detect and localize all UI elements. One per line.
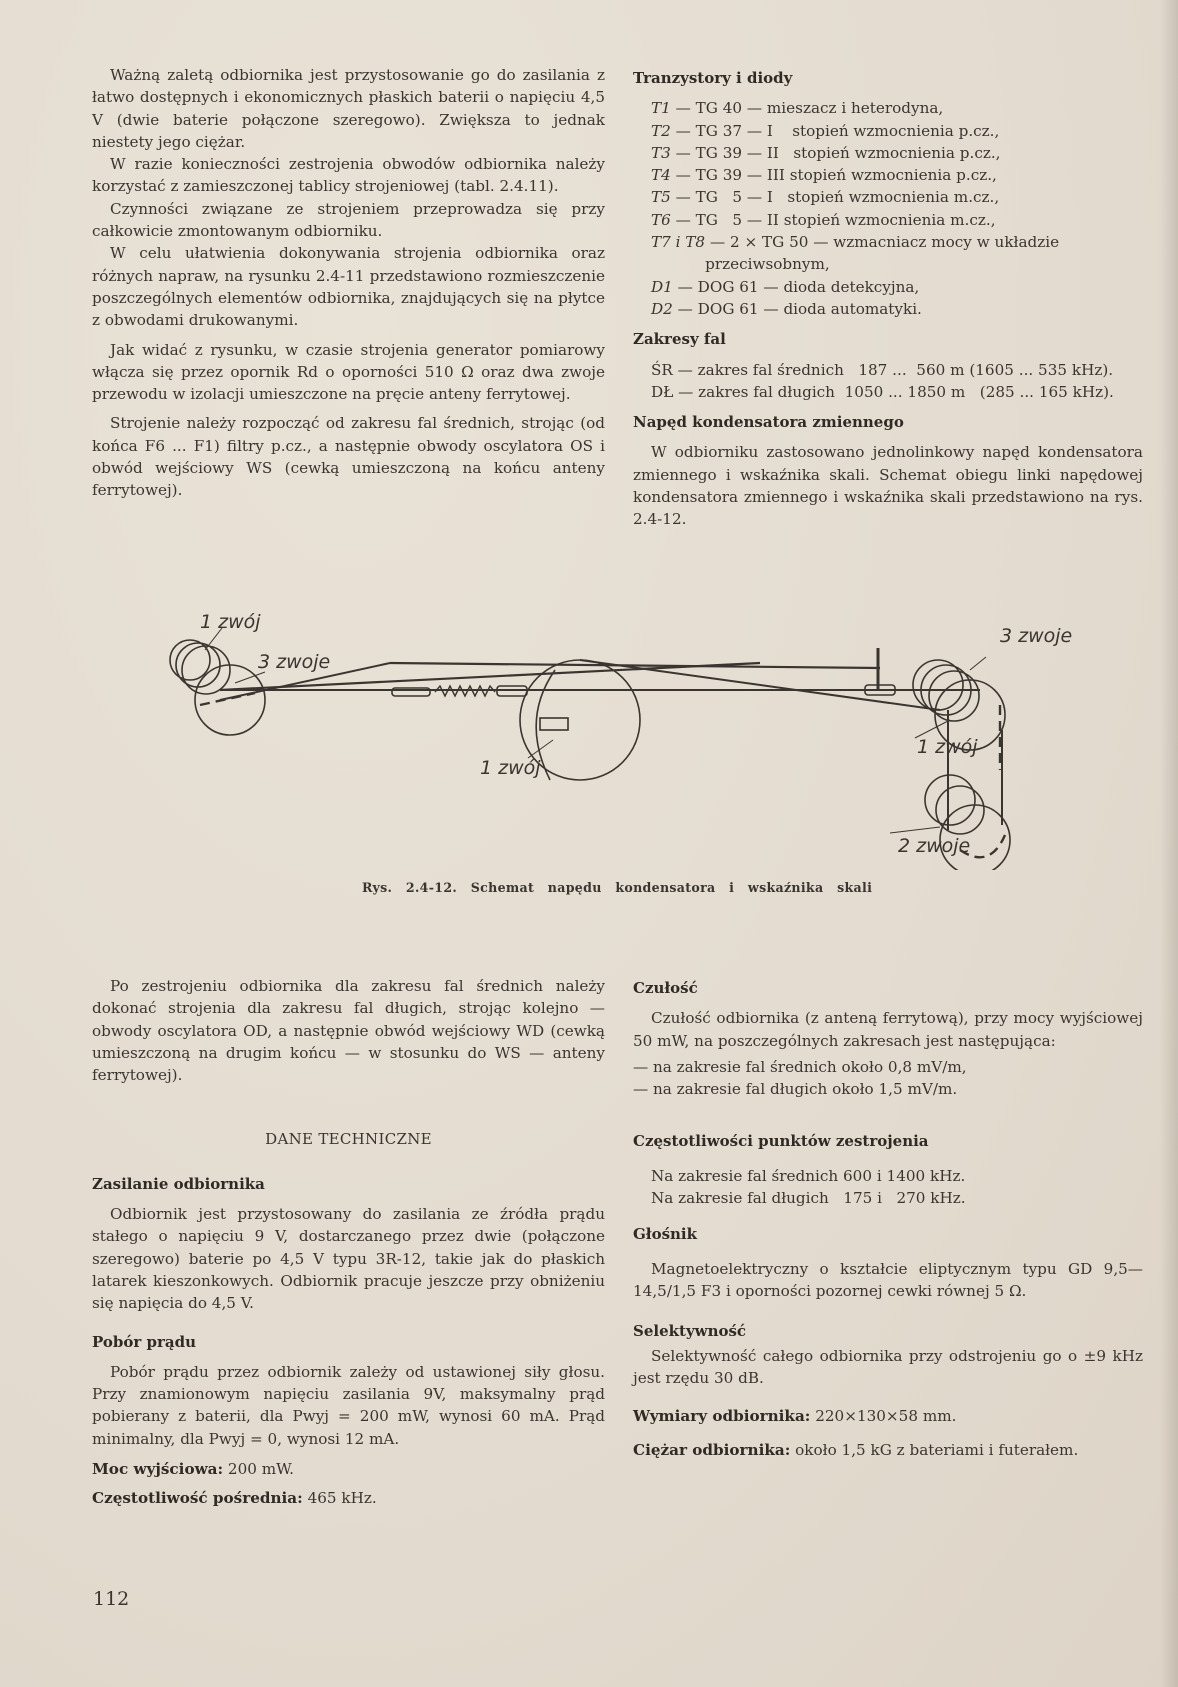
label-right-1-turn: 1 zwój [917,736,978,758]
power-supply-heading: Zasilanie odbiornika [92,1174,265,1193]
component-desc: — TG 39 — III stopień wzmocnienia p.cz., [670,166,997,185]
component-ref: T7 i T8 [651,233,706,252]
component-desc: — DOG 61 — dioda automatyki. [672,299,922,318]
transistor-item [633,186,1143,208]
figure-caption: Rys. 2.4-12. Schemat napędu kondensatora i wskaźnika skali [362,880,873,895]
component-ref: T3 [651,143,671,162]
component-ref: T6 [651,210,671,229]
transistor-list [633,97,1143,320]
dimensions-value: 220×130×58 mm. [815,1407,957,1426]
range-item-sr: ŚR — zakres fal średnich 187 ... 560 m (1605 ... 535 kHz). [651,360,1114,379]
transistor-item [633,142,1143,164]
left-bottom-column [92,975,605,1510]
speaker-heading: Głośnik [633,1225,698,1244]
dimensions-line [633,1405,1143,1427]
range-item-dl: DŁ — zakres fal długich 1050 ... 1850 m (285 ... 165 kHz). [651,382,1114,401]
component-ref: T1 [651,99,671,118]
paragraph: W celu ułatwienia dokonywania strojenia odbiornika oraz różnych napraw, na rysunku 2.4-11 przedstawiono rozmieszczenie poszczególnych elementów odbiornika, znajdujących się na płytce z obwodami drukowanymi. [92,244,605,330]
alignment-heading: Częstotliwości punktów zestrojenia [633,1132,929,1151]
if-frequency-label: Częstotliwość pośrednia: [92,1489,303,1508]
component-desc: — 2 × TG 50 — wzmacniacz mocy w układzie przeciwsobnym, [705,233,1064,274]
current-paragraph: Pobór prądu przez odbiornik zależy od ustawionej siły głosu. Przy znamionowym napięciu zasilania 9V, maksymalny prąd pobierany z baterii, dla Pwyj = 200 mW, wynosi 60 mA. Prąd minimalny, dla Pwyj = 0, wynosi 12 mA. [92,1362,605,1448]
right-top-column [633,67,1143,531]
power-supply-paragraph: Odbiornik jest przystosowany do zasilania ze źródła prądu stałego o napięciu 9 V, dostarczanego przez dwie (połączone szeregowo) baterie po 4,5 V typu 3R-12, takie jak do płaskich latarek kieszonkowych. Odbiornik pracuje jeszcze przy obniżeniu się napięcia do 4,5 V. [92,1205,605,1313]
drive-schematic-figure [160,610,1110,870]
paragraph: Po zestrojeniu odbiornika dla zakresu fal średnich należy dokonać strojenia dla zakresu fal długich, strojąc kolejno — obwody oscylatora OD, a następnie obwód wejściowy WD (cewką umieszczoną na drugim końcu — w stosunku do WS — anteny ferrytowej). [92,977,605,1085]
paragraph: Strojenie należy rozpocząć od zakresu fal średnich, strojąc (od końca F6 ... F1) filtry p.cz., a następnie obwody oscylatora OS i obwód wejściowy WS (cewką umieszczoną na końcu anteny ferrytowej). [92,414,605,500]
if-frequency-line [92,1487,605,1509]
ranges-heading: Zakresy fal [633,330,726,349]
label-right-2-turns: 2 zwoje [898,835,971,857]
component-desc: — TG 39 — II stopień wzmocnienia p.cz., [670,143,1001,162]
sensitivity-heading: Czułość [633,979,698,997]
label-right-3-turns: 3 zwoje [1000,625,1073,647]
transistor-item [633,164,1143,186]
component-desc: — DOG 61 — dioda detekcyjna, [672,277,920,296]
right-bottom-column [633,977,1143,1462]
paragraph: Ważną zaletą odbiornika jest przystosowanie go do zasilania z łatwo dostępnych i ekonomicznych płaskich baterii o napięciu 4,5 V (dwie baterie połączone szeregowo). Zwiększa to jednak niestety jego ciężar. [92,66,605,151]
page-number: 112 [93,1588,130,1610]
alignment-item: Na zakresie fal długich 175 i 270 kHz. [651,1189,966,1208]
component-desc: — TG 40 — mieszacz i heterodyna, [670,99,944,118]
selectivity-heading: Selektywność [633,1322,747,1341]
section-title: DANE TECHNICZNE [265,1130,432,1149]
if-frequency-value: 465 kHz. [307,1489,377,1508]
label-left-3-turns: 3 zwoje [258,651,331,673]
component-ref: D1 [651,277,673,296]
paragraph: Jak widać z rysunku, w czasie strojenia generator pomiarowy włącza się przez opornik Rd o oporności 510 Ω oraz dwa zwoje przewodu w izolacji umieszczone na pręcie anteny ferrytowej. [92,340,605,404]
dimensions-label: Wymiary odbiornika: [633,1407,811,1426]
transistor-item [633,97,1143,119]
alignment-item: Na zakresie fal średnich 600 i 1400 kHz. [651,1166,966,1185]
sensitivity-item: — na zakresie fal średnich około 0,8 mV/m, [633,1057,967,1076]
cord-drive-diagram [160,610,1110,870]
paragraph: W razie konieczności zestrojenia obwodów odbiornika należy korzystać z zamieszczonej tablicy strojeniowej (tabl. 2.4.11). [92,155,605,196]
component-ref: T4 [651,166,671,185]
weight-label: Ciężar odbiornika: [633,1441,791,1460]
sensitivity-paragraph: Czułość odbiornika (z anteną ferrytową), przy mocy wyjściowej 50 mW, na poszczególnych zakresach jest następująca: [633,1009,1143,1050]
transistor-item [633,231,1143,276]
component-ref: D2 [651,299,673,318]
output-power-value: 200 mW. [227,1460,294,1479]
output-power-line [92,1458,605,1480]
component-desc: — TG 5 — I stopień wzmocnienia m.cz., [670,188,1000,207]
output-power-label: Moc wyjściowa: [92,1460,224,1479]
left-top-column [92,64,605,502]
label-center-1-turn: 1 zwój [480,757,541,779]
label-left-1-turn: 1 zwój [200,611,261,633]
weight-value: około 1,5 kG z bateriami i futerałem. [795,1441,1079,1460]
speaker-paragraph: Magnetoelektryczny o kształcie eliptycznym typu GD 9,5—14,5/1,5 F3 i oporności pozornej cewki równej 5 Ω. [633,1259,1143,1300]
component-ref: T2 [651,121,671,140]
component-desc: — TG 37 — I stopień wzmocnienia p.cz., [670,121,1000,140]
component-ref: T5 [651,188,671,207]
weight-line [633,1439,1143,1461]
transistor-item [633,120,1143,142]
selectivity-paragraph: Selektywność całego odbiornika przy odstrojeniu go o ±9 kHz jest rzędu 30 dB. [633,1346,1143,1387]
paragraph: Czynności związane ze strojeniem przeprowadza się przy całkowicie zmontowanym odbiorniku. [92,199,605,241]
drive-paragraph: W odbiorniku zastosowano jednolinkowy napęd kondensatora zmiennego i wskaźnika skali. Schemat obiegu linki napędowej kondensatora zmiennego i wskaźnika skali przedstawiono na rys. 2.4-12. [633,443,1143,529]
sensitivity-item: — na zakresie fal długich około 1,5 mV/m. [633,1080,958,1099]
transistor-item [633,209,1143,231]
drive-heading: Napęd kondensatora zmiennego [633,413,904,432]
page-edge-shadow [1160,0,1178,1687]
transistor-item [633,276,1143,298]
transistor-item [633,298,1143,320]
component-desc: — TG 5 — II stopień wzmocnienia m.cz., [670,210,996,229]
current-heading: Pobór prądu [92,1332,197,1351]
transistors-heading: Tranzystory i diody [633,69,793,87]
